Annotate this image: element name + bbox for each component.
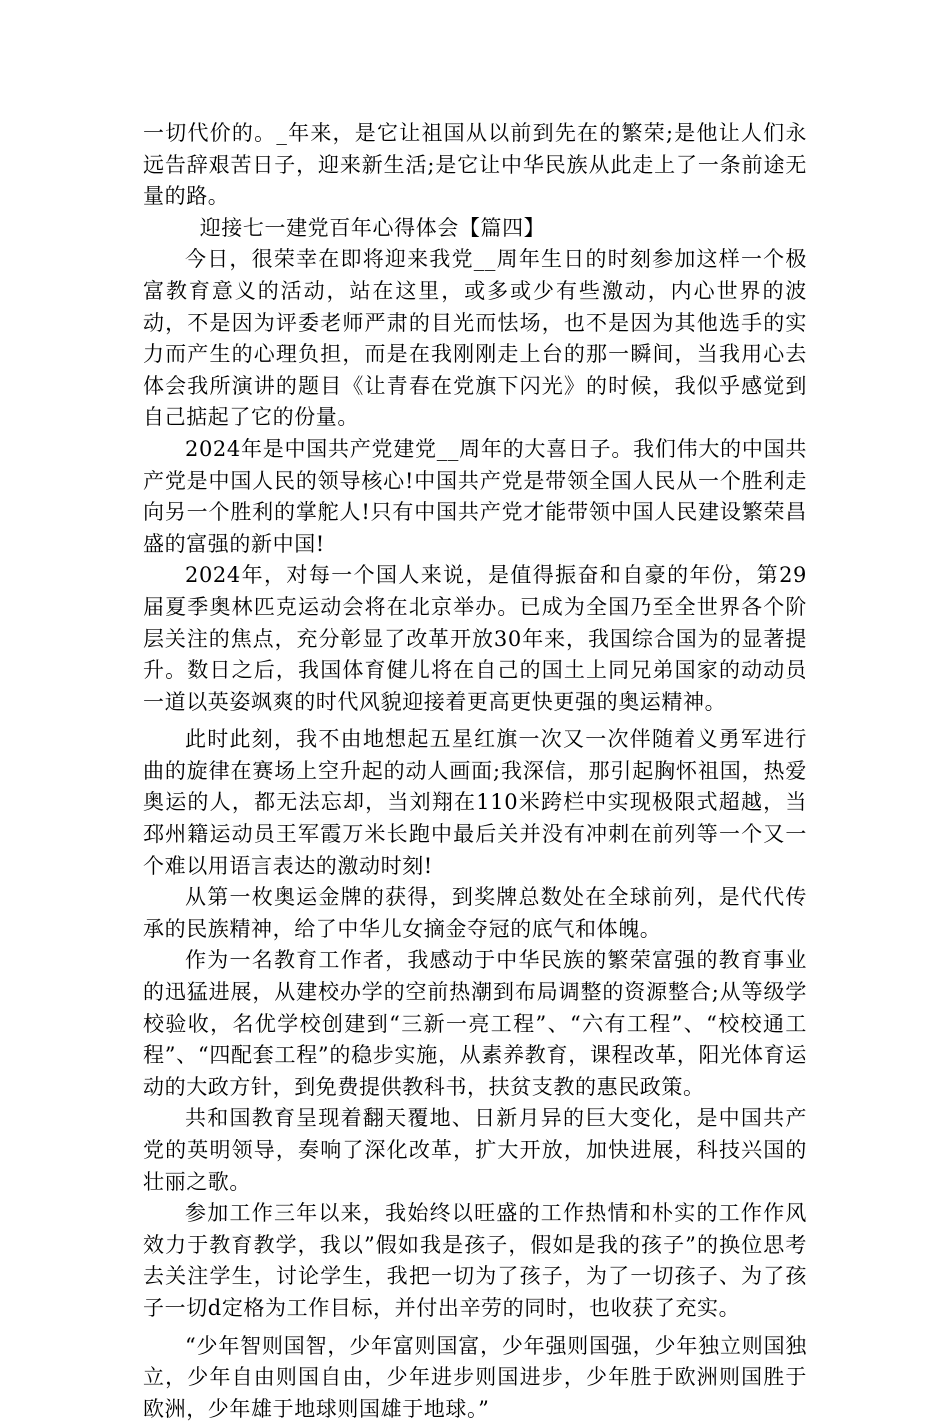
paragraph: 作为一名教育工作者，我感动于中华民族的繁荣富强的教育事业的迅猛进展，从建校办学的空前热潮到布局调整的资源整合;从等级学校验收，名优学校创建到“三新一亮工程”、“六有工程”、“校校通工程”、“四配套工程”的稳步实施，从素养教育，课程改革，阳光体育运动的大政方针，到免费提供教科书，扶贫支教的惠民政策。 [143,948,807,1099]
quote-paragraph: “少年智则国智，少年富则国富，少年强则国强，少年独立则国独立，少年自由则国自由，少年进步则国进步，少年胜于欧洲则国胜于欧洲，少年雄于地球则国雄于地球。” [143,1333,807,1421]
paragraph-continued: 一切代价的。_年来，是它让祖国从以前到先在的繁荣;是他让人们永远告辞艰苦日子，迎来新生活;是它让中华民族从此走上了一条前途无量的路。 [143,121,807,209]
document-body [143,118,807,1425]
paragraph: 2024年，对每一个国人来说，是值得振奋和自豪的年份，第29届夏季奥林匹克运动会将在北京举办。已成为全国乃至全世界各个阶层关注的焦点，充分彰显了改革开放30年来，我国综合国为的显著提升。数日之后，我国体育健儿将在自己的国土上同兄弟国家的动动员一道以英姿飒爽的时代风貌迎接着更高更快更强的奥运精神。 [143,563,807,714]
paragraph: 2024年是中国共产党建党__周年的大喜日子。我们伟大的中国共产党是中国人民的领导核心!中国共产党是带领全国人民从一个胜利走向另一个胜利的掌舵人!只有中国共产党才能带领中国人民建设繁荣昌盛的富强的新中国! [143,436,807,556]
section-heading: 迎接七一建党百年心得体会【篇四】 [199,215,546,240]
paragraph: 共和国教育呈现着翻天覆地、日新月异的巨大变化，是中国共产党的英明领导，奏响了深化改革，扩大开放，加快进展，科技兴国的壮丽之歌。 [143,1106,807,1194]
paragraph: 此时此刻，我不由地想起五星红旗一次又一次伴随着义勇军进行曲的旋律在赛场上空升起的动人画面;我深信，那引起胸怀祖国，热爱奥运的人，都无法忘却，当刘翔在110米跨栏中实现极限式超越，当邳州籍运动员王军霞万米长跑中最后关并没有冲刺在前列等一个又一个难以用语言表达的激动时刻! [143,727,807,878]
paragraph: 今日，很荣幸在即将迎来我党__周年生日的时刻参加这样一个极富教育意义的活动，站在这里，或多或少有些激动，内心世界的波动，不是因为评委老师严肃的目光而怯场，也不是因为其他选手的实力而产生的心理负担，而是在我刚刚走上台的那一瞬间，当我用心去体会我所演讲的题目《让青春在党旗下闪光》的时候，我似乎感觉到自己掂起了它的份量。 [143,247,807,430]
paragraph: 从第一枚奥运金牌的获得，到奖牌总数处在全球前列，是代代传承的民族精神，给了中华儿女摘金夺冠的底气和体魄。 [143,885,807,941]
paragraph: 参加工作三年以来，我始终以旺盛的工作热情和朴实的工作作风效力于教育教学，我以”假如我是孩子，假如是我的孩子”的换位思考去关注学生，讨论学生，我把一切为了孩子，为了一切孩子、为了孩子一切d定格为工作目标，并付出辛劳的同时，也收获了充实。 [143,1201,807,1320]
